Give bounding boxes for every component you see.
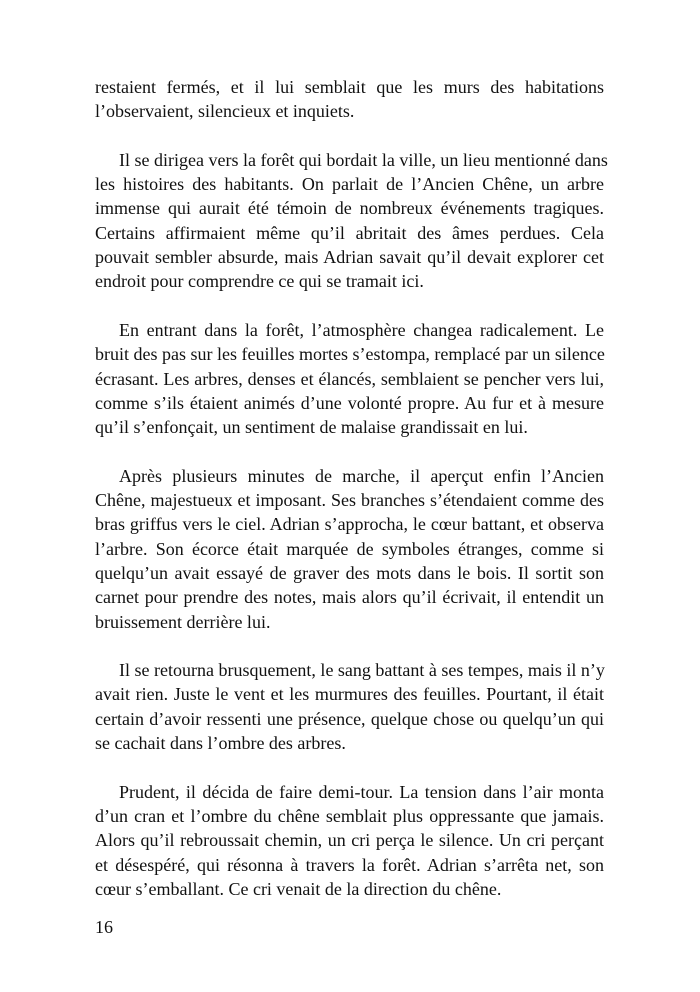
text-line: bruissement derrière lui. [95, 611, 271, 632]
text-line: écrasant. Les arbres, denses et élancés, semblaient se pencher vers lui, [95, 368, 604, 389]
page-number: 16 [95, 917, 113, 937]
text-line: l’arbre. Son écorce était marquée de symboles étranges, comme si [95, 538, 604, 559]
text-line: En entrant dans la forêt, l’atmosphère changea radicalement. Le [119, 319, 604, 340]
paragraph [95, 658, 604, 755]
text-line: d’un cran et l’ombre du chêne semblait plus oppressante que jamais. [95, 805, 604, 826]
text-line: bras griffus vers le ciel. Adrian s’approcha, le cœur battant, et observa [95, 514, 604, 535]
text-line: les histoires des habitants. On parlait de l’Ancien Chêne, un arbre [95, 174, 604, 195]
text-line: se cachait dans l’ombre des arbres. [95, 733, 346, 754]
text-line: Certains affirmaient même qu’il abritait des âmes perdues. Cela [95, 222, 604, 243]
paragraph [95, 148, 608, 294]
text-line: Chêne, majestueux et imposant. Ses branches s’étendaient comme des [95, 490, 604, 511]
text-line: quelqu’un avait essayé de graver des mots dans le bois. Il sortit son [95, 562, 604, 583]
text-line: qu’il s’enfonçait, un sentiment de malaise grandissait en lui. [95, 417, 528, 438]
paragraph [95, 318, 604, 439]
text-line: bruit des pas sur les feuilles mortes s’estompa, remplacé par un silence [95, 344, 605, 365]
text-line: pouvait sembler absurde, mais Adrian savait qu’il devait explorer cet [95, 247, 604, 268]
text-line: Il se retourna brusquement, le sang battant à ses tempes, mais il n’y [119, 660, 605, 681]
text-line: restaient fermés, et il lui semblait que les murs des habitations [95, 77, 604, 97]
text-line: Après plusieurs minutes de marche, il aperçut enfin l’Ancien [119, 465, 604, 486]
text-line: Il se dirigea vers la forêt qui bordait la ville, un lieu mentionné dans [119, 149, 608, 170]
text-line: carnet pour prendre des notes, mais alors qu’il écrivait, il entendit un [95, 587, 604, 608]
text-line: comme s’ils étaient animés d’une volonté propre. Au fur et à mesure [95, 392, 604, 413]
text-line: cœur s’emballant. Ce cri venait de la direction du chêne. [95, 878, 502, 899]
text-line: Alors qu’il rebroussait chemin, un cri perça le silence. Un cri perçant [95, 830, 604, 851]
text-line: et désespéré, qui résonna à travers la forêt. Adrian s’arrêta net, son [95, 854, 604, 875]
paragraph [95, 464, 604, 634]
body-text [95, 75, 608, 925]
text-line: avait rien. Juste le vent et les murmures des feuilles. Pourtant, il était [95, 684, 604, 705]
paragraph [95, 780, 604, 901]
text-line: Prudent, il décida de faire demi-tour. La tension dans l’air monta [119, 781, 604, 802]
text-line: immense qui aurait été témoin de nombreux événements tragiques. [95, 198, 604, 219]
text-line: l’observaient, silencieux et inquiets. [95, 101, 355, 122]
paragraph [95, 75, 604, 124]
text-line: certain d’avoir ressenti une présence, quelque chose ou quelqu’un qui [95, 708, 604, 729]
text-line: endroit pour comprendre ce qui se tramait ici. [95, 271, 424, 292]
